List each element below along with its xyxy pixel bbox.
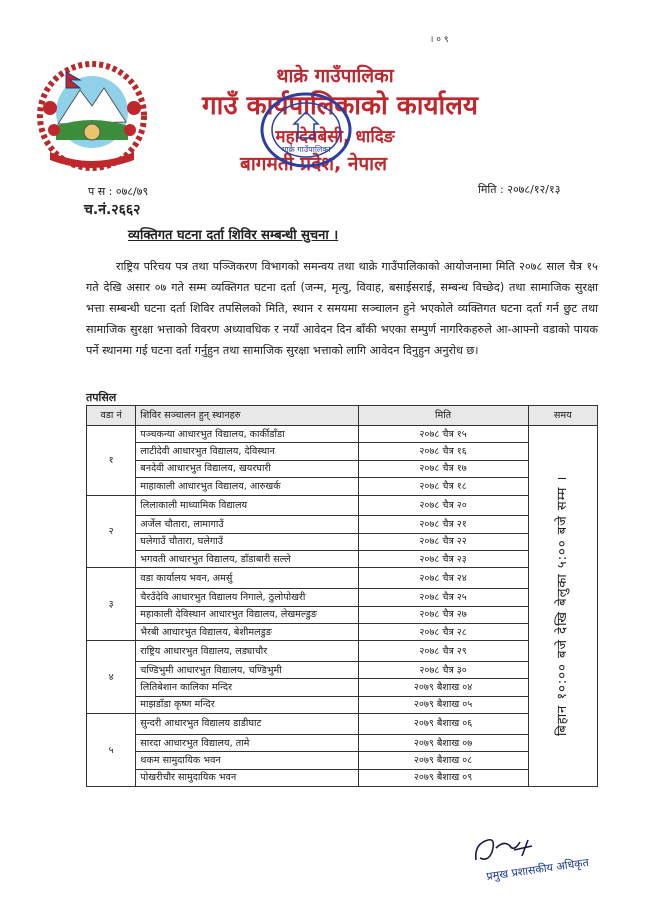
signature-icon [470,830,550,866]
camp-place: माझडाँडा कृष्ण मन्दिर [136,696,358,713]
table-row [87,679,598,696]
dispatch-number: च.नं.२६६२ [84,202,141,218]
ward-number: ४ [87,641,136,714]
camp-date: २०७९ बैशाख ०७ [358,734,528,751]
table-row [87,752,598,769]
camp-place: लाटीदेवी आधारभुत विद्यालय, देविस्थान [136,443,358,460]
header-time: समय [528,406,597,426]
camp-date: २०७८ चैत्र २१ [358,516,528,533]
camp-date: २०७८ चैत्र २५ [358,589,528,606]
notice-body: राष्ट्रिय परिचय पत्र तथा पञ्जिकरण विभागको समन्वय तथा थाक्रे गाउँपालिकाको आयोजनामा मिति २०७८ साल चैत्र १५ गते देखि असार ०७ गते सम्म व्यक्तिगत घटना दर्ता (जन्म, मृत्यु, विवाह, बसाईसराई, सम्बन्ध विच्छेद) तथा सामाजिक सुरक्षा भत्ता सम्बन्धी घटना दर्ता शिविर तपसिलको मिति, स्थान र समयमा सञ्चालन हुने भएकोले व्यक्तिगत घटना दर्ता गर्न छुट तथा सामाजिक सुरक्षा भत्ताको विवरण अध्यावधिक र नयाँ आवेदन दिन बाँकी भएका सम्पुर्ण नागरिकहरुले आ-आफ्नो वडाको पायक पर्ने स्थानमा गई घटना दर्ता गर्नुहुन तथा सामाजिक सुरक्षा भत्ताको लागि आवेदन दिनुहुन अनुरोध छ। [86,260,598,357]
table-row [87,443,598,460]
camp-schedule-table [86,405,598,787]
camp-date: २०७८ चैत्र २७ [358,606,528,623]
camp-place: थकम सामुदायिक भवन [136,752,358,769]
camp-date: २०७९ बैशाख ०९ [358,769,528,786]
camp-date: २०७८ चैत्र २८ [358,623,528,640]
camp-place: चण्डिभुमी आधारभुत विद्यालय, चण्डिभुमी [136,661,358,678]
office-stamp-icon [258,90,354,170]
signer-title: प्रमुख प्रशासकीय अधिकृत [485,855,590,884]
ward-number: २ [87,495,136,568]
municipality-name: थाक्रे गाउँपालिका [276,65,394,87]
table-row [87,426,598,443]
camp-place: माहाकाली आधारभुत विद्यालय, आरुखर्क [136,478,358,495]
camp-date: २०७८ चैत्र १७ [358,460,528,477]
camp-place: चैरउँदेवि आधारभुत विद्यालय निगाले, ठुलोपोखरी [136,589,358,606]
camp-place: वडा कार्यालय भवन, अमर्सु [136,568,358,589]
camp-date: २०७९ बैशाख ०६ [358,714,528,735]
camp-date: २०७८ चैत्र ३० [358,661,528,678]
table-row [87,568,598,589]
table-row [87,734,598,751]
camp-place: लिलाकाली माध्यामिक विद्यालय [136,495,358,516]
table-row [87,460,598,477]
camp-place: सारदा आधारभुत विद्यालय, तामे [136,734,358,751]
time-cell [528,426,597,787]
table-row [87,714,598,735]
camp-date: २०७८ चैत्र २० [358,495,528,516]
ward-number: १ [87,426,136,496]
table-row [87,696,598,713]
camp-place: राष्ट्रिय आधारभुत विद्यालय, लड्याचौर [136,641,358,662]
office-location: महादेवबेसी, धादिङ [275,127,395,147]
camp-time-text: बिहान १०:०० बजे देखि बेलुका ५:०० बजे सम्म । [555,475,571,737]
camp-date: २०७८ चैत्र १५ [358,426,528,443]
table-row [87,589,598,606]
camp-place: महाकाली देविस्थान आधारभुत विद्यालय, लेखमल्डुङ [136,606,358,623]
stamp-text: थाक्रे गाउँपालिका [281,145,331,154]
table-row [87,641,598,662]
table-row [87,606,598,623]
camp-date: २०७८ चैत्र १८ [358,478,528,495]
camp-place: पञ्चकन्या आधारभुत विद्यालय, कार्कीडाँडा [136,426,358,443]
reference-number: प स : ०७८/७९ [88,185,149,198]
camp-place: पोखरीचौर सामुदायिक भवन [136,769,358,786]
notice-subject-text: व्यक्तिगत घटना दर्ता शिविर सम्बन्धी सुचना । [128,228,339,243]
ward-number: ५ [87,714,136,787]
table-row [87,495,598,516]
table-row [87,533,598,550]
office-province: बागमती प्रदेश, नेपाल [240,153,387,175]
office-title: गाउँ कार्यपालिकाको कार्यालय [202,91,478,121]
camp-date: २०७९ बैशाख ०८ [358,752,528,769]
notice-subject [128,225,548,243]
header-place: शिविर सञ्चालन हुन् स्थानहरु [136,406,358,426]
camp-date: २०७८ चैत्र २४ [358,568,528,589]
camp-date: २०७८ चैत्र २२ [358,533,528,550]
nepal-emblem-icon [36,60,148,172]
camp-place: भगवती आधारभुत विद्यालय, डाँडाबारी सल्ले [136,551,358,568]
table-row [87,661,598,678]
details-label: तपसिल [86,391,117,404]
document-date: मिति : २०७८/१२/१३ [478,183,561,196]
camp-place: लितिबेशान कालिका मन्दिर [136,679,358,696]
camp-date: २०७९ बैशाख ०४ [358,679,528,696]
camp-place: भैरबी आधारभुत विद्यालय, बेशीमलडुङ [136,623,358,640]
ward-number: ३ [87,568,136,641]
table-row [87,551,598,568]
camp-date: २०७९ बैशाख ०५ [358,696,528,713]
table-header-row [87,406,598,426]
table-row [87,516,598,533]
camp-place: सुन्दरी आधारभुत विद्यालय डाडीघाट [136,714,358,735]
page-number: । ० ९ [430,35,449,45]
camp-place: बनदेवी आधारभुत विद्यालय, खयरघारी [136,460,358,477]
table-body [87,426,598,787]
camp-date: २०७८ चैत्र २९ [358,641,528,662]
header-date: मिति [358,406,528,426]
table-row [87,769,598,786]
camp-place: घलेगाउँ चौतारा, घलेगाउँ [136,533,358,550]
header-ward: वडा नं [87,406,136,426]
camp-place: अर्जेल चौतारा, लामागाउँ [136,516,358,533]
table-row [87,623,598,640]
table-row [87,478,598,495]
camp-date: २०७८ चैत्र २३ [358,551,528,568]
camp-date: २०७८ चैत्र १६ [358,443,528,460]
